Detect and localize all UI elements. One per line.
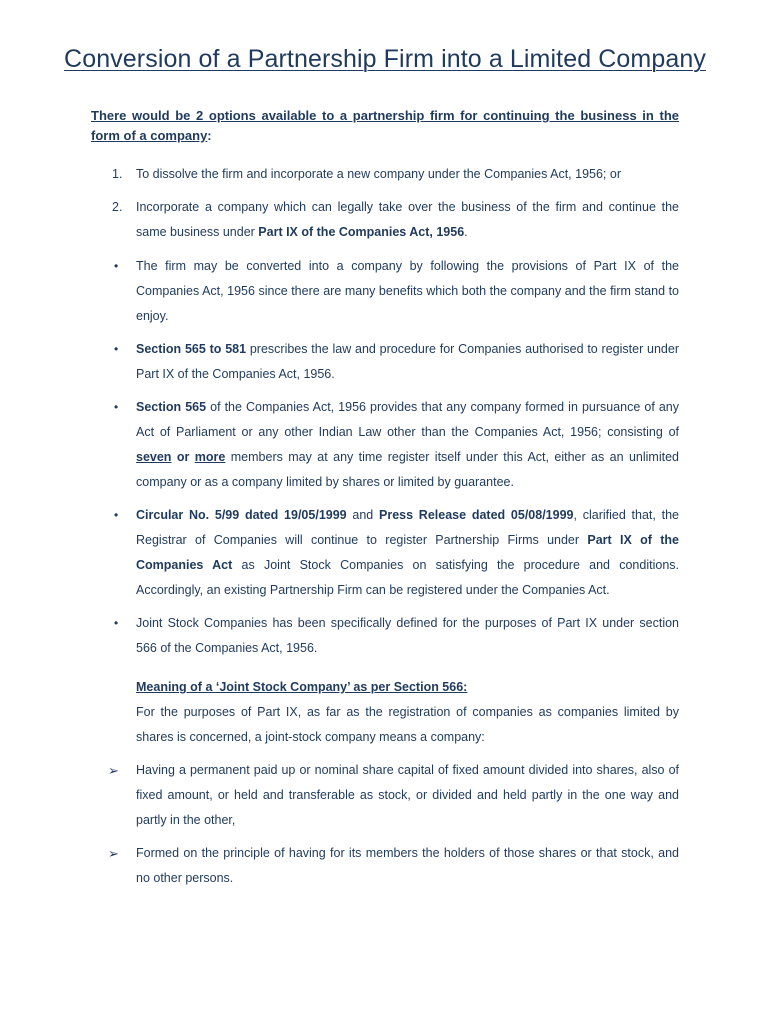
bullet-text <box>136 503 679 603</box>
bullet-text <box>136 337 679 387</box>
bullet-icon: • <box>114 342 119 356</box>
subheading-colon: : <box>207 128 212 143</box>
arrow-bullet-icon: ➢ <box>108 846 119 861</box>
bullet-text-part: as Joint Stock Companies on satisfying the procedure and conditions. Accordingly, an existing Partnership Firm can be registered under the Companies Act. <box>136 558 679 597</box>
arrow-item-text: Formed on the principle of having for its members the holders of those shares or that stock, and no other persons. <box>136 846 679 885</box>
bullet-text-bold: Section 565 <box>136 400 207 414</box>
item-text-bold: Part IX of the Companies Act, 1956 <box>258 225 465 239</box>
item-number: 1. <box>112 167 123 181</box>
arrow-item-text: Having a permanent paid up or nominal share capital of fixed amount divided into shares, also of fixed amount, or held and transferable as stock, or divided and held partly in the one way and partly in the other, <box>136 763 679 827</box>
bullet-text-emphasis: more <box>194 450 226 464</box>
arrow-bullet-icon: ➢ <box>108 763 119 778</box>
bullet-text-bold: Part IX of the Companies Act <box>136 533 679 572</box>
bullet-text: Joint Stock Companies has been specifically defined for the purposes of Part IX under section 566 of the Companies Act, 1956. <box>136 616 679 655</box>
item-text: To dissolve the firm and incorporate a new company under the Companies Act, 1956; or <box>136 167 621 181</box>
item-text-part: Incorporate a company which can legally take over the business of the firm and continue the same business under <box>136 200 679 239</box>
bullet-text-part: prescribes the law and procedure for Companies authorised to register under Part IX of the Companies Act, 1956. <box>136 342 679 381</box>
item-text <box>136 195 679 245</box>
bullet-text-bold: Circular No. 5/99 dated 19/05/1999 <box>136 508 347 522</box>
subheading-text: There would be 2 options available to a partnership firm for continuing the business in the form of a company <box>91 108 679 143</box>
bullet-text-part: members may at any time register itself under this Act, either as an unlimited company or as a company limited by shares or limited by guarantee. <box>136 450 679 489</box>
item-number: 2. <box>112 200 123 214</box>
bullet-text-part: and <box>346 508 379 522</box>
bullet-text-bold: or <box>171 450 195 464</box>
bullet-text-part: , clarified that, the Registrar of Companies will continue to register Partnership Firms under <box>136 508 679 547</box>
bullet-icon: • <box>114 259 119 273</box>
document-title: Conversion of a Partnership Firm into a Limited Company <box>64 45 706 73</box>
bullet-icon: • <box>114 616 119 630</box>
options-subheading <box>91 106 679 146</box>
bullet-text <box>136 395 679 495</box>
item-text-part: . <box>464 225 468 239</box>
bullet-text-emphasis: seven <box>136 450 172 464</box>
bullet-text-bold: Section 565 to 581 <box>136 342 247 356</box>
bullet-icon: • <box>114 400 119 414</box>
bullet-text: The firm may be converted into a company by following the provisions of Part IX of the Companies Act, 1956 since there are many benefits which both the company and the firm stand to enjoy. <box>136 259 679 323</box>
meaning-text: For the purposes of Part IX, as far as the registration of companies as companies limited by shares is concerned, a joint-stock company means a company: <box>136 705 679 744</box>
bullet-icon: • <box>114 508 119 522</box>
bullet-text-bold: Press Release dated 05/08/1999 <box>379 508 574 522</box>
bullet-text-part: of the Companies Act, 1956 provides that any company formed in pursuance of any Act of Parliament or any other Indian Law other than the Companies Act, 1956; consisting of <box>136 400 679 439</box>
meaning-heading: Meaning of a ‘Joint Stock Company’ as per Section 566: <box>136 680 468 694</box>
